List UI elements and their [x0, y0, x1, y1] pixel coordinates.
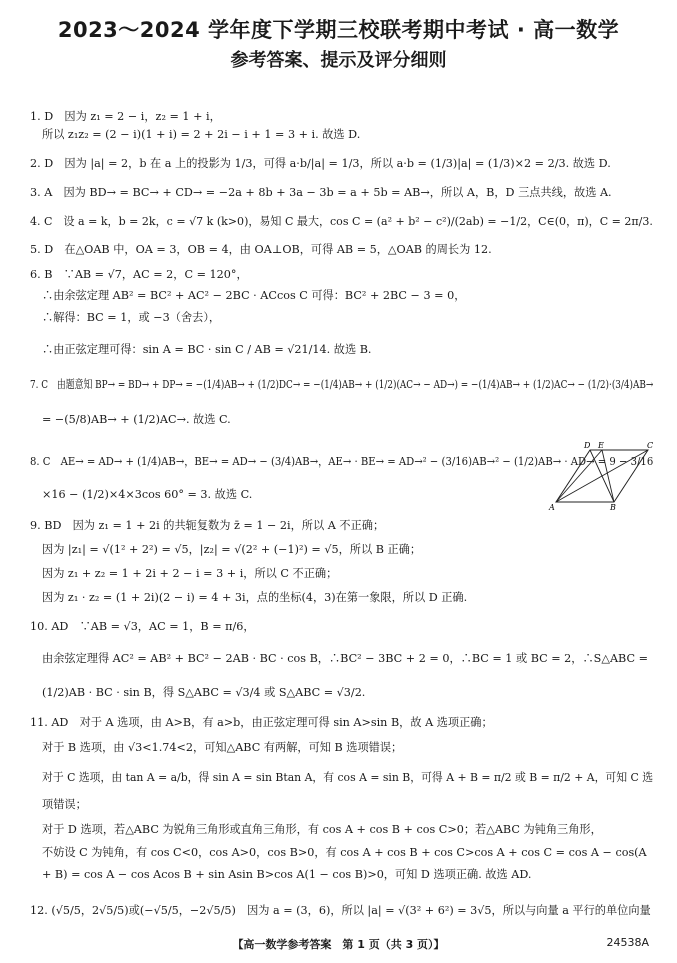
answer-line: 对于 D 选项，若△ABC 为锐角三角形或直角三角形，有 cos A + cos B + cos C>0；若△ABC 为钝角三角形，	[42, 823, 602, 836]
label-a: A	[549, 503, 555, 512]
footer-code: 24538A	[606, 936, 649, 949]
answer-line: 2. D 因为 |a| = 2，b 在 a 上的投影为 1/3，可得 a·b/|a| = 1/3，所以 a·b = (1/3)|a| = (1/3)×2 = 2/3. 故选 D.	[30, 157, 611, 170]
answer-line: 8. C AE→ = AD→ + (1/4)AB→，BE→ = AD→ − (3/4)AB→，AE→ · BE→ = AD→² − (3/16)AB→² − (1/2)AB→ · AD→ = 9 − 3/16	[30, 455, 654, 468]
label-e: E	[598, 441, 604, 450]
answer-line: 11. AD 对于 A 选项，由 A>B，有 a>b，由正弦定理可得 sin A>sin B，故 A 选项正确；	[30, 716, 493, 729]
answer-line: ×16 − (1/2)×4×3cos 60° = 3. 故选 C.	[42, 488, 253, 501]
answer-line: 因为 z₁ · z₂ = (1 + 2i)(2 − i) = 4 + 3i，点的坐标(4，3)在第一象限，所以 D 正确.	[42, 591, 468, 604]
answer-line: 因为 |z₁| = √(1² + 2²) = √5，|z₂| = √(2² + (−1)²) = √5，所以 B 正确；	[42, 543, 422, 556]
answer-line: 4. C 设 a = k，b = 2k，c = √7 k (k>0)，易知 C 最大，cos C = (a² + b² − c²)/(2ab) = −1/2，C∈(0，π)，C = 2π/3.	[30, 215, 653, 228]
diagonal-bd	[590, 450, 614, 502]
answer-line: 不妨设 C 为钝角，有 cos C<0，cos A>0，cos B>0，有 cos A + cos B + cos C>cos A + cos C = cos A − cos(A	[42, 846, 647, 859]
answer-line: 12. (√5/5，2√5/5)或(−√5/5，−2√5/5) 因为 a = (3，6)，所以 |a| = √(3² + 6²) = 3√5，所以与向量 a 平行的单位向量	[30, 904, 651, 917]
answer-line: 10. AD ∵AB = √3，AC = 1，B = π/6，	[30, 620, 255, 633]
answer-line: 9. BD 因为 z₁ = 1 + 2i 的共轭复数为 z̄ = 1 − 2i，所以 A 不正确；	[30, 519, 385, 532]
answer-line: 对于 C 选项，由 tan A = a/b，得 sin A = sin Btan A，有 cos A = sin B，可得 A + B = π/2 或 B = π/2 + A，可知 C 选	[42, 771, 654, 784]
answer-line: 7. C 由题意知 BP→ = BD→ + DP→ = −(1/4)AB→ + (1/2)DC→ = −(1/4)AB→ + (1/2)(AC→ − AD→) = −(1/4)AB→ + (1/2)AC→ − (1/2)·(3/4)AB→	[30, 378, 654, 391]
label-b: B	[610, 503, 616, 512]
answer-line: ∴解得：BC = 1，或 −3（舍去），	[42, 311, 221, 324]
answer-line: = −(5/8)AB→ + (1/2)AC→. 故选 C.	[42, 413, 231, 426]
page-title: 2023～2024 学年度下学期三校联考期中考试 · 高一数学	[57, 18, 620, 42]
answer-line: (1/2)AB · BC · sin B，得 S△ABC = √3/4 或 S△ABC = √3/2.	[42, 686, 366, 699]
footer-page-info: 【高一数学参考答案 第 1 页（共 3 页）】	[232, 938, 445, 951]
page-subtitle: 参考答案、提示及评分细则	[230, 50, 447, 71]
answer-line: 所以 z₁z₂ = (2 − i)(1 + i) = 2 + 2i − i + 1 = 3 + i. 故选 D.	[42, 128, 361, 141]
label-c: C	[647, 441, 654, 450]
answer-line: 因为 z₁ + z₂ = 1 + 2i + 2 − i = 3 + i，所以 C 不正确；	[42, 567, 338, 580]
answer-line: 3. A 因为 BD→ = BC→ + CD→ = −2a + 8b + 3a − 3b = a + 5b = AB→，所以 A，B，D 三点共线，故选 A.	[30, 186, 612, 199]
segment-ae	[556, 450, 602, 502]
segment-be	[602, 450, 614, 502]
answer-line: 1. D 因为 z₁ = 2 − i，z₂ = 1 + i，	[30, 110, 221, 123]
label-d: D	[584, 441, 591, 450]
answer-line: 由余弦定理得 AC² = AB² + BC² − 2AB · BC · cos B，∴BC² − 3BC + 2 = 0，∴BC = 1 或 BC = 2，∴S△ABC =	[42, 652, 648, 665]
answer-line: ∴由正弦定理可得：sin A = BC · sin C / AB = √21/14. 故选 B.	[42, 343, 372, 356]
answer-line: ∴由余弦定理 AB² = BC² + AC² − 2BC · ACcos C 可得：BC² + 2BC − 3 = 0，	[42, 289, 466, 302]
answer-line: 项错误；	[42, 798, 87, 811]
answer-line: + B) = cos A − cos Acos B + sin Asin B>cos A(1 − cos B)>0，可知 D 选项正确. 故选 AD.	[42, 868, 532, 881]
parallelogram-diagram	[546, 440, 658, 512]
answer-line: 6. B ∵AB = √7，AC = 2，C = 120°，	[30, 268, 248, 281]
answer-line: 对于 B 选项，由 √3<1.74<2，可知△ABC 有两解，可知 B 选项错误；	[42, 741, 403, 754]
answer-line: 5. D 在△OAB 中，OA = 3，OB = 4，由 OA⊥OB，可得 AB = 5，△OAB 的周长为 12.	[30, 243, 492, 256]
